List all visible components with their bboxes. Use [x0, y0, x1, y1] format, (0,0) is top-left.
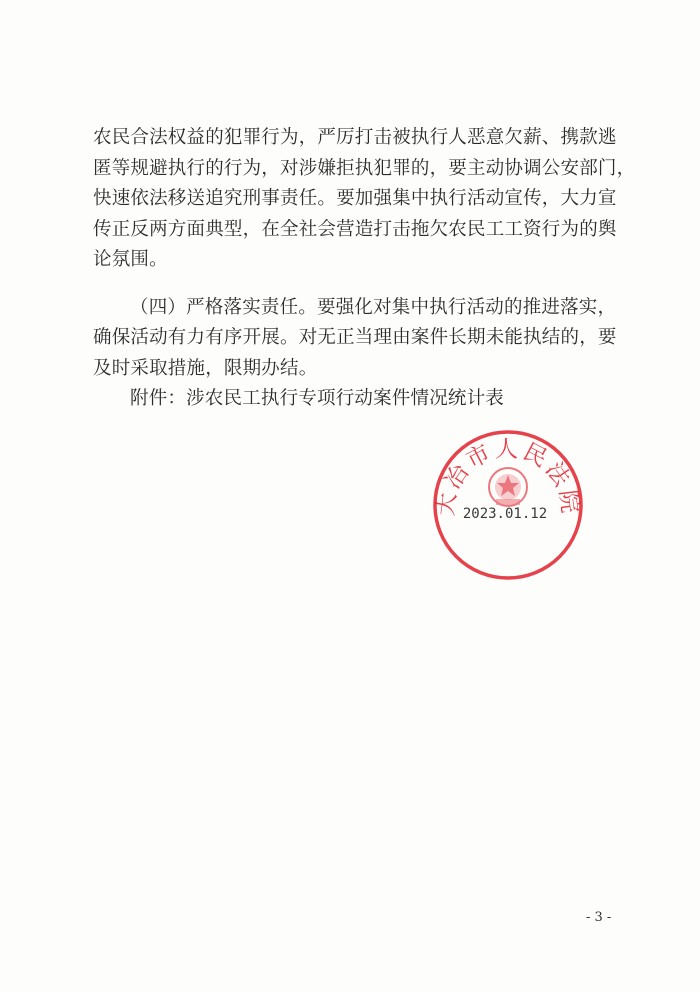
text-line: 确保活动有力有序开展。对无正当理由案件长期未能执结的，要 — [93, 327, 617, 348]
page-number: - 3 - — [586, 910, 612, 925]
text-line: 论氛围。 — [93, 249, 168, 270]
text-line: 快速依法移送追究刑事责任。要加强集中执行活动宣传，大力宣 — [93, 188, 617, 209]
text-line: 农民合法权益的犯罪行为，严厉打击被执行人恶意欠薪、携款逃 — [93, 127, 617, 148]
text-line: 及时采取措施，限期办结。 — [93, 357, 318, 379]
court-seal — [432, 429, 584, 581]
section-four-heading: （四）严格落实责任。要强化对集中执行活动的推进落实， — [130, 296, 617, 318]
document-body — [93, 123, 636, 415]
emblem-icon — [489, 468, 527, 506]
seal-name: 大冶市人民法院 — [432, 436, 584, 518]
seal-date: 2023.01.12 — [462, 506, 548, 522]
attachment-note: 附件：涉农民工执行专项行动案件情况统计表 — [130, 388, 505, 409]
text-line: 传正反两方面典型，在全社会营造打击拖欠农民工工资行为的舆 — [93, 218, 617, 240]
text-line: 匿等规避执行的行为，对涉嫌拒执犯罪的，要主动协调公安部门， — [93, 157, 636, 179]
